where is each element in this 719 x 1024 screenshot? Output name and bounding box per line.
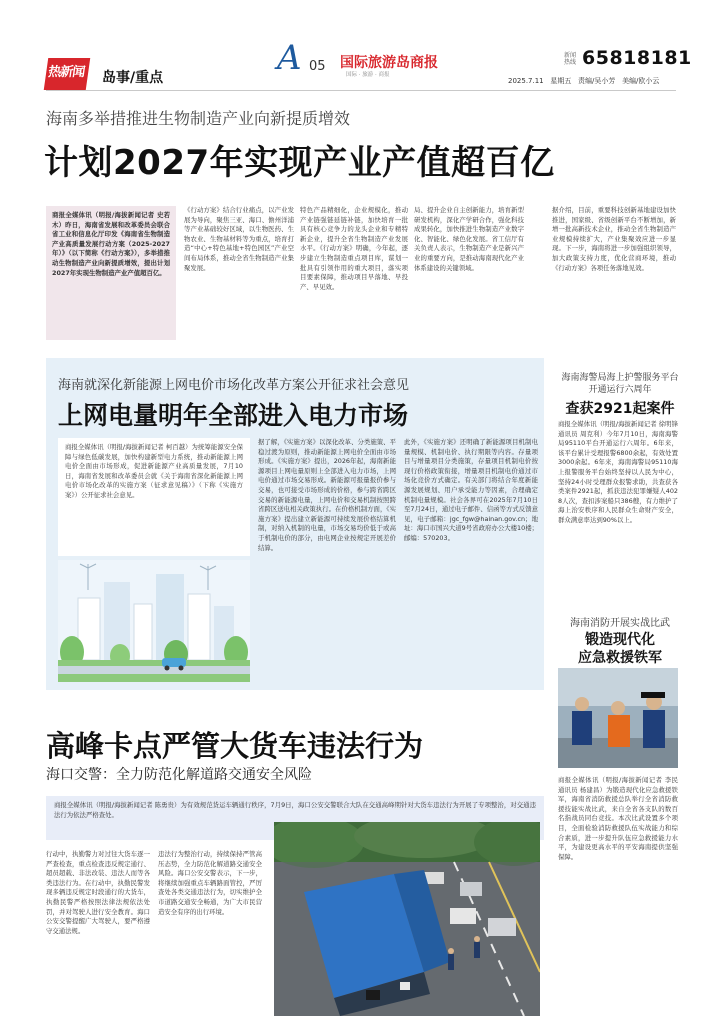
sidebar2-title-l1: 锻造现代化 bbox=[585, 632, 655, 648]
truck-photo bbox=[274, 822, 540, 1016]
issue-info bbox=[508, 76, 659, 86]
page-number bbox=[275, 40, 335, 80]
sidebar1-title-small: 海南海警局海上护警服务平台开通运行六周年 bbox=[561, 373, 679, 395]
logo bbox=[44, 58, 90, 90]
story1-col4: 据介绍，目前，重要科技创新基地建设加快推进，国家级、省级创新平台不断增加，新增一批高新技术企业，推动全省生物制造产业规模持续扩大，产业集聚效应进一步显现。下一步，海南将进一步加强组织领导，加大政策支持力度，优化营商环境，推动《行动方案》各项任务落地见效。 bbox=[552, 206, 676, 272]
story3-col2: 违法行为整治行动，持续保持严管高压态势，全力防范化解道路交通安全风险。海口公安交警表示，下一步，将继续加强重点车辆路面管控，严厉查处各类交通违法行为，切实维护全市道路交通安全畅通，为广大市民营造安全有序的出行环境。 bbox=[158, 850, 262, 916]
hotline-number: 65818181 bbox=[582, 47, 692, 69]
story2-lead: 商报全媒体讯（明报/海拔新闻记者 柯百越）为统筹能源安全保障与绿色低碳发展，加快构建新型电力系统，推动新能源上网电价全面由市场形成，促进新能源产业高质量发展，7月10日，海南省发展和改革委员会就《关于海南省深化新能源上网电价市场化改革的实施方案（征求意见稿）》（下称《实施方案》）公开征求社会意见。 bbox=[65, 443, 243, 499]
issue-date: 2025.7.11 bbox=[508, 77, 544, 85]
sidebar2-title-l2: 应急救援铁军 bbox=[578, 650, 662, 666]
story1-headline: 计划2027年实现产业产值超百亿 bbox=[44, 143, 555, 183]
section-title: 岛事/重点 bbox=[102, 70, 164, 86]
story2-kicker: 海南就深化新能源上网电价市场化改革方案公开征求社会意见 bbox=[58, 378, 410, 393]
story1-lead-box bbox=[46, 206, 176, 340]
sidebar2-text: 商报全媒体讯（明报/海拔新闻记者 李民 通讯员 杨建昌）为锻造现代化应急救援铁军，海南省消防救援总队举行全省消防救援技能实战比武，来自全省各支队的数百名指战员同台竞技。本次比武设置多个项目，全面检验消防救援队伍实战能力和综合素质，进一步提升队伍应急救援能力水平，为建设更高水平的平安海南提供坚强保障。 bbox=[558, 776, 678, 861]
story3-lead: 商报全媒体讯（明报/海拔新闻记者 陈勇贵）为有效规范货运车辆通行秩序，7月9日，海口公安交警联合大队在交通高峰期针对大货车违法行为开展了专项整治，对交通违法行为依法严格查处。 bbox=[54, 801, 536, 819]
issue-editor: 责编/吴小芳 bbox=[578, 77, 616, 85]
firefighter-photo bbox=[558, 668, 678, 768]
story3-headline: 高峰卡点严管大货车违法行为 bbox=[46, 729, 424, 763]
hotline-label: 新闻热线 bbox=[564, 52, 577, 66]
issue-designer: 美编/欧小云 bbox=[622, 77, 660, 85]
sidebar2-title-small: 海南消防开展实战比武 bbox=[570, 618, 670, 629]
paper-sub: 国际 · 旅游 · 商报 bbox=[346, 72, 390, 78]
story1-col1: 《行动方案》结合行业痛点，以产业发展为导向，聚焦三亚、海口、儋州洋浦等产业基础较好区域，以生物医药、生物农业、生物基材料等为重点，培育打造“中心+特色基地+特色园区”产业空间布局体系，推动全省生物制造产业集聚发展。 bbox=[184, 206, 294, 272]
story1-col3: 局、提升企业自主创新能力，培育新型研发机构，深化产学研合作，强化科技成果转化，加快推进生物制造产业数字化、智能化、绿色化发展。省工信厅有关负责人表示，生物制造产业是新兴产业的重要方向，是推动海南现代化产业体系建设的关键领域。 bbox=[414, 206, 524, 272]
story3-col1: 行动中，执勤警力对过往大货车逐一严查检查，重点检查违反规定通行、超员超载、非法改装、违法人而等各类违法行为。在行动中，执勤民警发现多辆违反规定时段通行的大货车，执勤民警严格按照法律法规依法处罚，并对驾驶人进行安全教育。海口公安交警提醒广大驾驶人，要严格遵守交通法规。 bbox=[46, 850, 150, 935]
story2-headline: 上网电量明年全部进入电力市场 bbox=[58, 401, 409, 430]
page-num: 05 bbox=[309, 59, 326, 74]
story2-lead-box bbox=[58, 438, 250, 556]
page-header bbox=[0, 0, 719, 96]
paper-name: 国际旅游岛商报 bbox=[340, 55, 438, 71]
logo-text: 热新闻 bbox=[47, 65, 86, 80]
story2-col1: 据了解，《实施方案》以深化改革、分类施策、平稳过渡为原则，推动新能源上网电价全面由市场形成。《实施方案》提出，2026年起，海南新能源项目上网电量原则上全部进入电力市场，上网电价通过市场交易形成。新能源可报量报价参与交易，也可接受市场形成的价格，参与跨省跨区交易的新能源电量，上网电价和交易机制按照跨省跨区送电相关政策执行。在价格机制方面，《实施方案》提出建立新能源可持续发展价格结算机制，对纳入机制的电量，市场交易均价低于或高于机制电价的部分，由电网企业按规定开展差价结算。 bbox=[258, 438, 396, 552]
sidebar1-text: 商报全媒体讯（明报/海拔新闻记者 徐明锋 通讯员 周克利）今年7月10日，海南海警局95110平台开通运行六周年。6年来，该平台累计受理报警6800余起，有效处置3000余起。6年来，海南海警局95110海上报警服务平台始终坚持以人民为中心，坚持24小时受理群众报警求助，共查获各类案件2921起，抓获违法犯罪嫌疑人4028人次，查扣涉案船只386艘，有力维护了海上治安秩序和人民群众生命财产安全，群众满意率达到90%以上。 bbox=[558, 420, 678, 524]
green-city-illustration bbox=[58, 560, 250, 682]
story3-subhead: 海口交警：全力防范化解道路交通安全风险 bbox=[46, 767, 312, 783]
story1-col2: 特色产品精细化，企业规模化，推动产业链强链延链补链，加快培育一批具有核心竞争力的龙头企业和专精特新企业，提升全省生物制造产业发展水平。《行动方案》明确，今年起，逐步建立生物制造重点项目库，谋划一批具有引领作用的重大项目，落实项目要素保障，推动项目早落地、早投产、早见效。 bbox=[300, 206, 408, 291]
story1-lead: 商报全媒体讯（明报/海拔新闻记者 史若木）昨日，海南省发展和改革委员会联合省工业和信息化厅印发《海南省生物制造产业高质量发展行动方案（2025-2027年）》（以下简称《行动方案》），多举措推动生物制造产业向新提质增效，提出计划2027年实现生物制造产业产值超百亿。 bbox=[52, 211, 170, 277]
story1-kicker: 海南多举措推进生物制造产业向新提质增效 bbox=[46, 109, 351, 128]
page-letter: A bbox=[277, 38, 302, 78]
issue-weekday: 星期五 bbox=[550, 77, 572, 85]
story2-col2: 此外，《实施方案》还明确了新能源项目机制电量规模、机制电价、执行期限等内容。存量项目与增量项目分类施策，存量项目机制电价按现行价格政策衔接，增量项目机制电价通过市场化竞价方式确定。有关部门将结合年度新能源发展规划、用户承受能力等因素，合理确定机制电量规模。社会各界可在2025年7月10日至7月24日，通过电子邮件、信函等方式反馈意见，电子邮箱：jgc_fgw@hainan.gov.cn；地址：海口市国兴大道9号省政府办公大楼10楼；邮编：570203。 bbox=[404, 438, 538, 542]
sidebar1-title: 查获2921起案件 bbox=[565, 401, 675, 417]
